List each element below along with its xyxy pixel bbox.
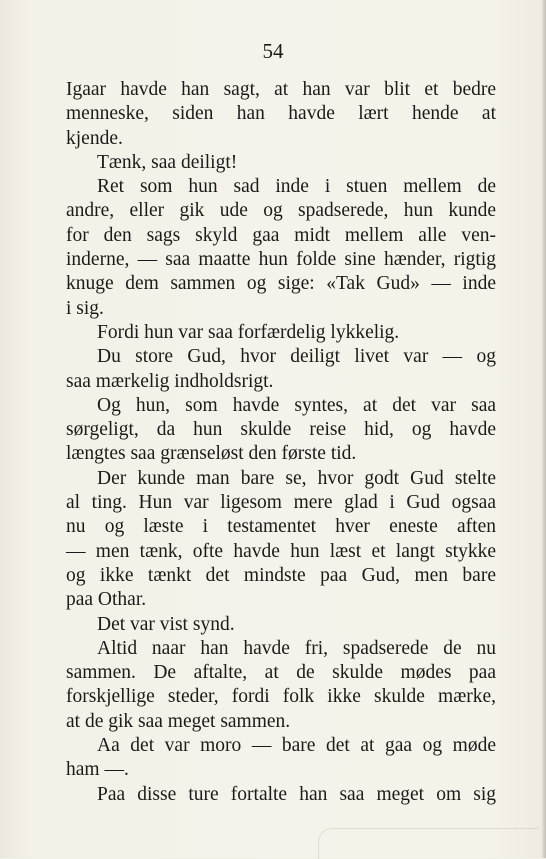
text-line: Altid naar han havde fri, spadserede de nu [97,637,496,659]
text-line: længtes saa grænseløst den første tid. [66,443,357,465]
page-edge-shadow [541,0,546,858]
text-line: sørgeligt, da hun skulde reise hid, og havde [66,419,496,441]
text-line: Det var vist synd. [97,613,235,635]
text-line: Fordi hun var saa forfærdelig lykkelig. [97,321,400,343]
text-line: andre, eller gik ude og spadserede, hun kunde [66,200,496,222]
text-line: i sig. [66,297,104,319]
text-line: paa Othar. [66,589,147,611]
text-line: kjende. [66,127,123,149]
text-line: inderne, — saa maatte hun folde sine hænder, rigtig [66,249,496,271]
text-line: Tænk, saa deiligt! [97,151,238,173]
text-line: Paa disse ture fortalte han saa meget om sig [97,783,496,805]
body-text [66,78,496,807]
text-line: Og hun, som havde syntes, at det var saa [97,394,496,416]
text-line: ham —. [66,759,129,781]
text-line: Der kunde man bare se, hvor godt Gud stelte [97,467,496,489]
page-corner-mark [318,828,539,859]
text-line: al ting. Hun var ligesom mere glad i Gud ogsaa [66,492,496,514]
text-line: knuge dem sammen og sige: «Tak Gud» — inde [66,273,496,295]
text-line: saa mærkelig indholdsrigt. [66,370,274,392]
text-line: nu og læste i testamentet hver eneste aften [66,516,496,538]
text-line: for den sags skyld gaa midt mellem alle ven- [66,224,496,246]
text-line: Aa det var moro — bare det at gaa og møde [97,735,496,757]
text-line: sammen. De aftalte, at de skulde mødes paa [66,662,496,684]
page-number: 54 [262,39,284,63]
text-line: — men tænk, ofte havde hun læst et langt stykke [66,540,496,562]
text-line: og ikke tænkt det mindste paa Gud, men bare [66,564,496,586]
text-line: forskjellige steder, fordi folk ikke skulde mærke, [66,686,496,708]
text-line: at de gik saa meget sammen. [66,710,291,732]
text-line: Igaar havde han sagt, at han var blit et bedre [66,79,496,100]
text-line: Du store Gud, hvor deiligt livet var — og [97,346,496,368]
text-line: Ret som hun sad inde i stuen mellem de [97,176,496,198]
text-line: menneske, siden han havde lært hende at [66,103,496,125]
